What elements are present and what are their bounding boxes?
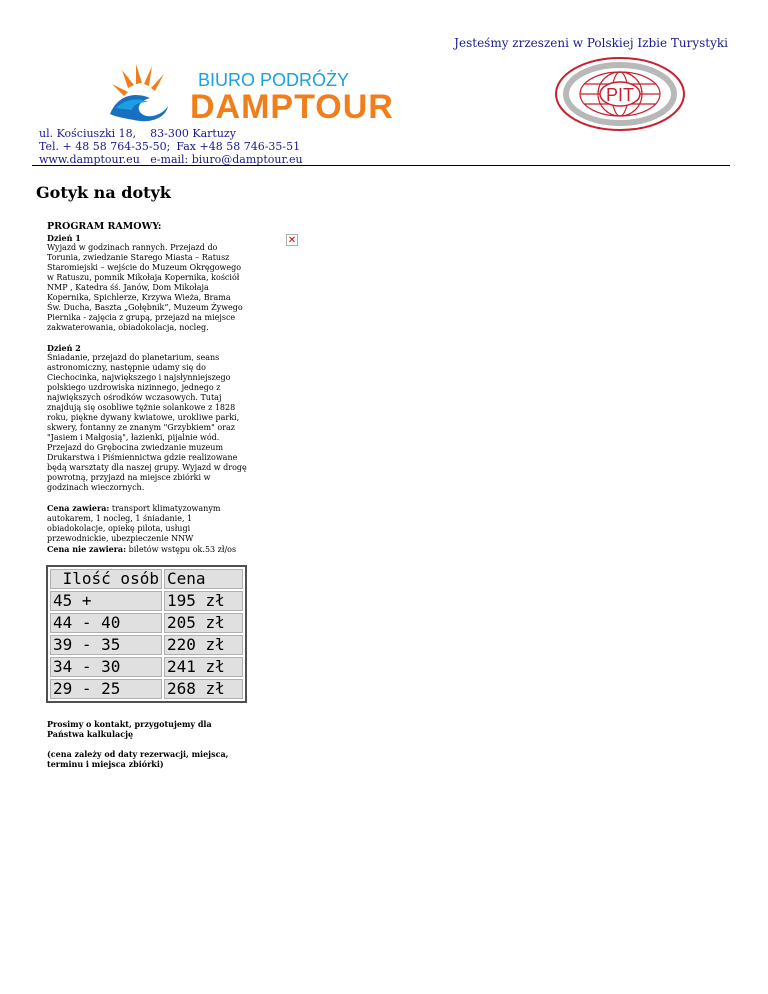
table-row — [50, 657, 243, 677]
association-text: Jesteśmy zrzeszeni w Polskiej Izbie Turystyki — [454, 36, 728, 50]
excludes-label: Cena nie zawiera: — [47, 544, 127, 554]
contact-request-note: Prosimy o kontakt, przygotujemy dla Państwa kalkulację — [47, 719, 212, 739]
cell-price: 205 zł — [164, 613, 243, 633]
day-description: Wyjazd w godzinach rannych. Przejazd do Torunia, zwiedzanie Starego Miasta – Ratusz Staromiejski – wejście do Muzeum Okręgowego w Ratuszu, pomnik Mikołaja Kopernika, kościół NMP , Katedra śś. Janów, Dom Mikołaja Kopernika, Spichlerze, Krzywa Wieża, Brama Św. Ducha, Baszta „Gołębnik”, Muzeum Żywego Piernika - zajęcia z grupą, przejazd na miejsce zakwaterowania, obiadokolacja, nocleg. — [47, 243, 243, 332]
table-row — [50, 679, 243, 699]
sun-icon — [112, 64, 164, 96]
contact-block — [39, 127, 303, 166]
cell-group-size: 29 - 25 — [50, 679, 162, 699]
header-divider — [32, 165, 730, 166]
cell-price: 241 zł — [164, 657, 243, 677]
fax: Fax +48 58 746-35-51 — [176, 140, 301, 153]
cell-group-size: 34 - 30 — [50, 657, 162, 677]
day-1 — [47, 233, 247, 333]
pit-center-text: PIT — [605, 85, 635, 105]
table-row — [50, 591, 243, 611]
day-title: Dzień 2 — [47, 343, 81, 353]
page-title: Gotyk na dotyk — [36, 183, 171, 202]
program-label: PROGRAM RAMOWY: — [47, 221, 162, 232]
header-cell-price: Cena — [164, 569, 243, 589]
city: 83-300 Kartuzy — [150, 127, 236, 140]
phone: Tel. + 48 58 764-35-50; — [39, 140, 171, 153]
includes-label: Cena zawiera: — [47, 503, 110, 513]
cell-group-size: 44 - 40 — [50, 613, 162, 633]
cell-price: 220 zł — [164, 635, 243, 655]
email-link[interactable]: e-mail: biuro@damptour.eu — [150, 153, 303, 166]
price-info — [47, 503, 247, 555]
cell-price: 195 zł — [164, 591, 243, 611]
header-cell-group-size: Ilość osób — [50, 569, 162, 589]
cell-group-size: 45 + — [50, 591, 162, 611]
includes-text: transport klimatyzowanym autokarem, 1 nocleg, 1 śniadanie, 1 obiadokolacje, opiekę pilota, usługi przewodnickie, ubezpieczenie NNW — [47, 504, 221, 543]
cell-price: 268 zł — [164, 679, 243, 699]
table-row — [50, 635, 243, 655]
excludes-text: biletów wstępu ok.53 zł/os — [126, 545, 237, 554]
table-row — [50, 613, 243, 633]
day-description: Śniadanie, przejazd do planetarium, seans astronomiczny, następnie udamy się do Ciechocinka, największego i najsłynniejszego polskiego uzdrowiska nizinnego, jednego z największych ośrodków wczasowych. Tutaj znajdują się osobliwe tężnie solankowe z 1828 roku, piękne dywany kwiatowe, urokliwe parki, skwery, fontanny ze znanym "Grzybkiem" oraz "Jasiem i Małgosią", łazienki, pijalnie wód. Przejazd do Grębocina zwiedzanie muzeum Drukarstwa i Piśmiennictwa gdzie realizowane będą warsztaty dla naszej grupy. Wyjazd w drogę powrotną, przyjazd na miejsce zbiórki w godzinach wieczornych. — [47, 353, 247, 492]
table-header-row — [50, 569, 243, 589]
address: ul. Kościuszki 18, — [39, 127, 137, 140]
program-content — [47, 222, 247, 779]
pit-logo — [553, 56, 687, 132]
logo-line1: BIURO PODRÓŻY — [198, 70, 350, 90]
price-depends-note: (cena zależy od daty rezerwacji, miejsca, terminu i miejsca zbiórki) — [47, 749, 229, 769]
price-table — [46, 565, 247, 703]
logo-line2: DAMPTOUR — [190, 88, 394, 122]
cell-group-size: 39 - 35 — [50, 635, 162, 655]
damptour-logo — [106, 62, 436, 122]
day-title: Dzień 1 — [47, 233, 81, 243]
website-link[interactable]: www.damptour.eu — [39, 153, 140, 166]
day-2 — [47, 343, 247, 493]
broken-image-icon: ✕ — [287, 234, 297, 246]
